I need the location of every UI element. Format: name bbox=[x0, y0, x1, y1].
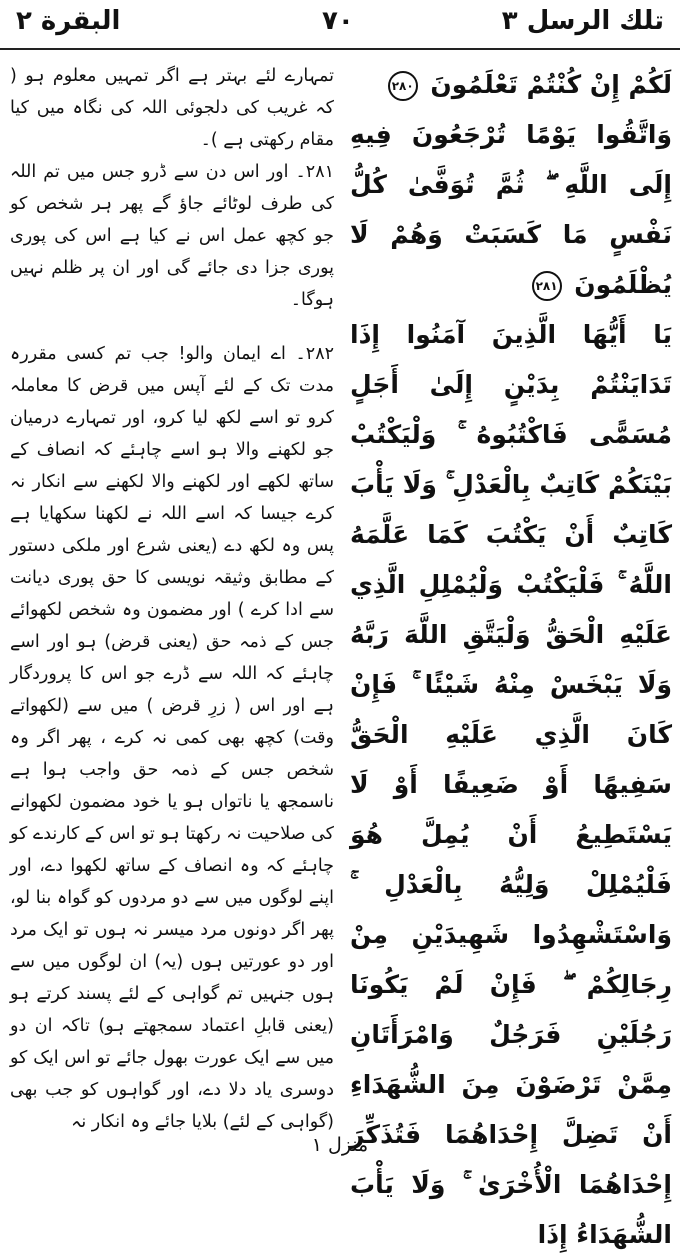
verse-282 bbox=[350, 310, 672, 1260]
juz-name: تلك الرسل ٣ bbox=[501, 6, 664, 36]
page-header bbox=[0, 0, 680, 50]
verse-280-ending bbox=[350, 60, 672, 110]
verse-text: وَاتَّقُوا يَوْمًا تُرْجَعُونَ فِيهِ إِلَى اللَّهِ ۖ ثُمَّ تُوَفَّىٰ كُلُّ نَفْسٍ مَا كَسَبَتْ وَهُمْ لَا يُظْلَمُونَ bbox=[350, 120, 672, 299]
verse-281 bbox=[350, 110, 672, 310]
verse-number-marker: ٢٨٠ bbox=[388, 71, 418, 101]
verse-text: لَكُمْ إِنْ كُنْتُمْ تَعْلَمُونَ bbox=[430, 70, 672, 99]
page-number: ٧٠ bbox=[322, 6, 354, 36]
translation-paragraph-281: ۲۸۱۔ اور اس دن سے ڈرو جس میں تم اللہ کی طرف لوٹائے جاؤ گے پھر ہر شخص کو جو کچھ عمل اس نے کیا ہے اس کی پوری پوری جزا دی جائے گی اور ان پر ظلم نہیں ہوگا۔ bbox=[10, 162, 334, 310]
paragraph-gap bbox=[10, 316, 334, 338]
translation-paragraph-282: ۲۸۲۔ اے ایمان والو! جب تم کسی مقررہ مدت تک کے لئے آپس میں قرض کا معاملہ کرو تو اسے لکھ لیا کرو، اور تمہارے درمیان جو لکھنے والا ہو اسے چاہئے کہ انصاف کے ساتھ لکھے اور لکھنے والا لکھنے سے انکار نہ کرے جیسا کہ اسے اللہ نے لکھنا سکھایا ہے پس وہ لکھ دے (یعنی شرع اور ملکی دستور کے مطابق وثیقہ نویسی کا حق پوری دیانت سے ادا کرے ) اور مضمون وہ شخص لکھوائے جس کے ذمہ حق (یعنی قرض) ہو اور اسے چاہئے کہ اللہ سے ڈرے جو اس کا پروردگار ہے اور اس ( زرِ قرض ) میں سے (لکھواتے وقت) کچھ بھی کمی نہ کرے ، پھر اگر وہ شخص جس کے ذمہ حق واجب ہوا ہے ناسمجھ یا ناتواں ہو یا خود مضمون لکھوانے کی صلاحیت نہ رکھتا ہو تو اس کے کارندے کو چاہئے کہ وہ انصاف کے ساتھ لکھوا دے، اور اپنے لوگوں میں سے دو مردوں کو گواہ بنا لو، پھر اگر دونوں مرد میسر نہ ہوں تو ایک مرد اور دو عورتیں ہوں (یہ) ان لوگوں میں سے ہوں جنہیں تم گواہی کے لئے پسند کرتے ہو (یعنی قابلِ اعتماد سمجھتے ہو) تاکہ ان دو میں سے ایک عورت بھول جائے تو اس ایک کو دوسری یاد دلا دے، اور گواہوں کو جب بھی (گواہی کے لئے) بلایا جائے وہ انکار نہ bbox=[10, 344, 334, 1132]
manzil-footer: منزل ١ bbox=[311, 1134, 369, 1156]
translation-paragraph-280: تمہارے لئے بہتر ہے اگر تمہیں معلوم ہو ( کہ غریب کی دلجوئی اللہ کی نگاہ میں کیا مقام رکھتی ہے )۔ bbox=[10, 66, 334, 150]
verse-text: يَا أَيُّهَا الَّذِينَ آمَنُوا إِذَا تَدَايَنْتُمْ بِدَيْنٍ إِلَىٰ أَجَلٍ مُسَمًّى فَاكْتُبُوهُ ۚ وَلْيَكْتُبْ بَيْنَكُمْ كَاتِبٌ بِالْعَدْلِ ۚ وَلَا يَأْبَ كَاتِبٌ أَنْ يَكْتُبَ كَمَا عَلَّمَهُ اللَّهُ ۚ فَلْيَكْتُبْ وَلْيُمْلِلِ الَّذِي عَلَيْهِ الْحَقُّ وَلْيَتَّقِ اللَّهَ رَبَّهُ وَلَا يَبْخَسْ مِنْهُ شَيْئًا ۚ فَإِنْ كَانَ الَّذِي عَلَيْهِ الْحَقُّ سَفِيهًا أَوْ ضَعِيفًا أَوْ لَا يَسْتَطِيعُ أَنْ يُمِلَّ هُوَ فَلْيُمْلِلْ وَلِيُّهُ بِالْعَدْلِ ۚ وَاسْتَشْهِدُوا شَهِيدَيْنِ مِنْ رِجَالِكُمْ ۖ فَإِنْ لَمْ يَكُونَا رَجُلَيْنِ فَرَجُلٌ وَامْرَأَتَانِ مِمَّنْ تَرْضَوْنَ مِنَ الشُّهَدَاءِ أَنْ تَضِلَّ إِحْدَاهُمَا فَتُذَكِّرَ إِحْدَاهُمَا الْأُخْرَىٰ ۚ وَلَا يَأْبَ الشُّهَدَاءُ إِذَا bbox=[350, 320, 672, 1249]
arabic-text-column bbox=[350, 60, 672, 1260]
surah-name: البقرة ٢ bbox=[16, 6, 121, 36]
urdu-translation-column bbox=[10, 60, 334, 1138]
header-divider bbox=[0, 48, 680, 50]
verse-number-marker: ٢٨١ bbox=[532, 271, 562, 301]
